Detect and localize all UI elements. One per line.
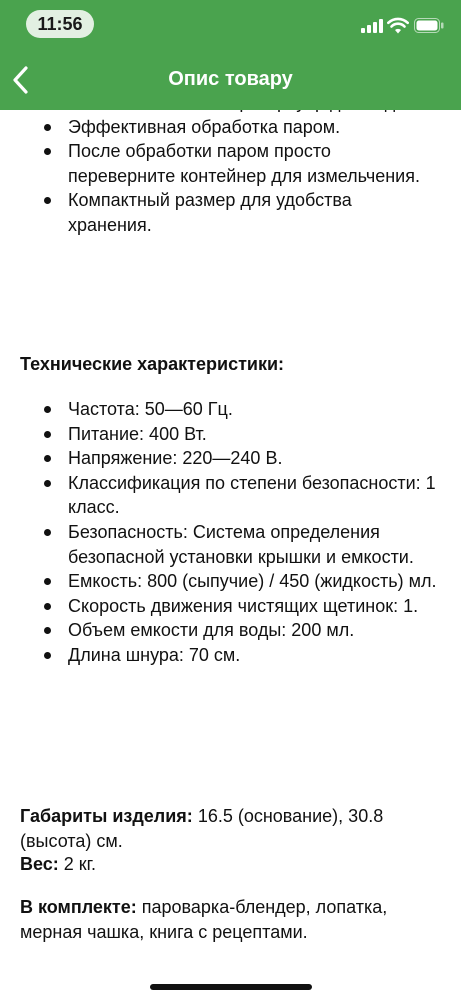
specs-list-wrap [0,397,461,668]
dimensions-label: Габариты изделия: [20,806,193,826]
package-text [20,895,440,944]
list-item: После обработки паром просто переверните контейнер для измельчения. [0,139,461,188]
list-item: Компактный размер для удобства хранения. [0,188,461,237]
features-list [0,90,461,238]
home-indicator [150,984,312,990]
list-item: Объем емкости для воды: 200 мл. [0,618,461,643]
cellular-signal-icon [361,19,383,33]
navigation-bar [0,52,461,110]
list-item: Длина шнура: 70 см. [0,643,461,668]
list-item: Безопасность: Система определения безопасной установки крышки и емкости. [0,520,461,569]
status-time: 11:56 [26,10,94,38]
specs-list [0,397,461,668]
page-title: Опис товару [168,68,293,90]
weight-value: 2 кг. [58,854,97,874]
list-item: Эффективная обработка паром. [0,115,461,140]
list-item: Напряжение: 220—240 В. [0,446,461,471]
specs-heading: Технические характеристики: [20,354,285,374]
top-bar [0,0,461,110]
package-value: пароварка-блендер, лопатка, мерная чашка, книга с рецептами. [20,897,388,942]
status-bar [0,0,461,46]
package-label: В комплекте: [20,897,137,917]
list-item: Питание: 400 Вт. [0,422,461,447]
battery-icon [414,18,444,33]
dimensions-value: 16.5 (основание), 30.8 (высота) см. [20,806,384,851]
dimensions-text [20,804,440,853]
wifi-icon [387,17,409,34]
list-item: Скорость движения чистящих щетинок: 1. [0,594,461,619]
features-list-wrap [0,90,461,238]
weight-label: Вес: [20,854,59,874]
list-item: Классификация по степени безопасности: 1 класс. [0,471,461,520]
weight-text [20,852,440,877]
list-item: Частота: 50—60 Гц. [0,397,461,422]
list-item: Емкость: 800 (сыпучие) / 450 (жидкость) мл. [0,569,461,594]
